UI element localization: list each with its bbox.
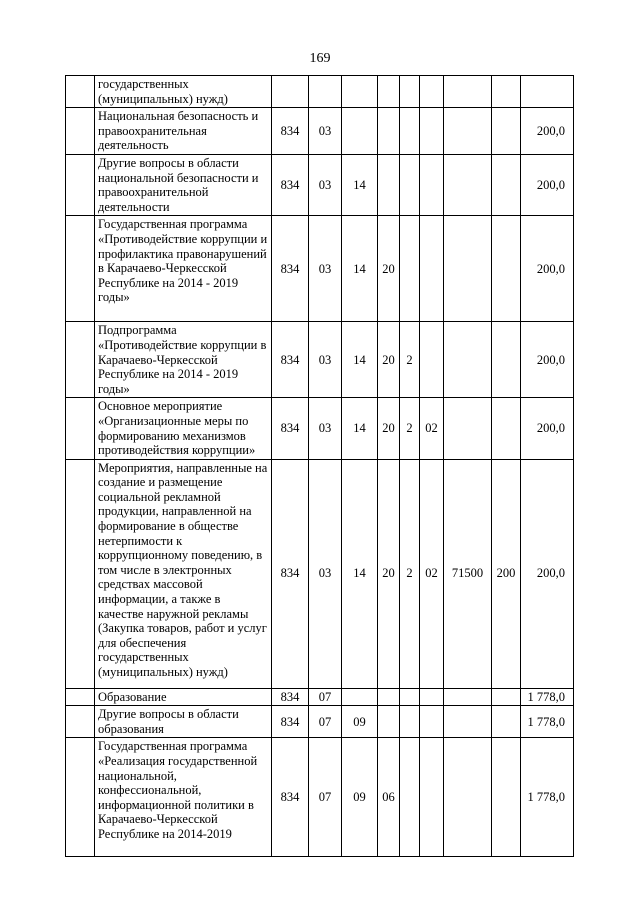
- expense-type-code: [492, 154, 521, 215]
- item-name: Образование: [95, 688, 272, 706]
- ministry-code: 834: [272, 154, 309, 215]
- table-row: [66, 688, 574, 706]
- subsection-code: 14: [342, 322, 378, 398]
- table-row: [66, 706, 574, 738]
- row-number-cell: [66, 688, 95, 706]
- item-name: Другие вопросы в области национальной безопасности и правоохранительной деятельности: [95, 154, 272, 215]
- ministry-code: 834: [272, 216, 309, 322]
- row-number-cell: [66, 459, 95, 688]
- main-event-code: [420, 738, 444, 857]
- main-event-code: 02: [420, 459, 444, 688]
- program-code: 20: [378, 398, 400, 459]
- subprogram-code: [400, 154, 420, 215]
- row-number-cell: [66, 398, 95, 459]
- item-name: Основное мероприятие «Организационные меры по формированию механизмов противодействия коррупции»: [95, 398, 272, 459]
- subprogram-code: [400, 76, 420, 108]
- item-name: Государственная программа «Противодействие коррупции и профилактика правонарушений в Карачаево-Черкесской Республике на 2014 - 2019 годы»: [95, 216, 272, 322]
- main-event-code: [420, 322, 444, 398]
- ministry-code: [272, 76, 309, 108]
- direction-code: [444, 76, 492, 108]
- amount: [521, 76, 574, 108]
- expense-type-code: [492, 108, 521, 155]
- section-code: 07: [309, 706, 342, 738]
- item-name: Национальная безопасность и правоохранительная деятельность: [95, 108, 272, 155]
- main-event-code: 02: [420, 398, 444, 459]
- direction-code: [444, 154, 492, 215]
- expense-type-code: 200: [492, 459, 521, 688]
- table-row: [66, 216, 574, 322]
- section-code: 03: [309, 216, 342, 322]
- item-name: государственных (муниципальных) нужд): [95, 76, 272, 108]
- subsection-code: 09: [342, 738, 378, 857]
- program-code: [378, 76, 400, 108]
- subsection-code: [342, 688, 378, 706]
- item-name: Другие вопросы в области образования: [95, 706, 272, 738]
- amount: 200,0: [521, 398, 574, 459]
- section-code: 07: [309, 738, 342, 857]
- row-number-cell: [66, 706, 95, 738]
- direction-code: [444, 216, 492, 322]
- subsection-code: [342, 76, 378, 108]
- subprogram-code: 2: [400, 322, 420, 398]
- table-row: [66, 398, 574, 459]
- direction-code: [444, 108, 492, 155]
- row-number-cell: [66, 154, 95, 215]
- section-code: 03: [309, 108, 342, 155]
- subprogram-code: 2: [400, 459, 420, 688]
- direction-code: [444, 688, 492, 706]
- subsection-code: 14: [342, 459, 378, 688]
- direction-code: 71500: [444, 459, 492, 688]
- program-code: [378, 706, 400, 738]
- amount: 200,0: [521, 108, 574, 155]
- amount: 200,0: [521, 459, 574, 688]
- budget-table: [65, 75, 574, 857]
- ministry-code: 834: [272, 459, 309, 688]
- ministry-code: 834: [272, 706, 309, 738]
- program-code: [378, 154, 400, 215]
- subsection-code: 14: [342, 398, 378, 459]
- expense-type-code: [492, 322, 521, 398]
- direction-code: [444, 706, 492, 738]
- item-name: Государственная программа «Реализация государственной национальной, конфессиональной, информационной политики в Карачаево-Черкесской Республике на 2014-2019: [95, 738, 272, 857]
- subprogram-code: [400, 216, 420, 322]
- section-code: 07: [309, 688, 342, 706]
- section-code: 03: [309, 398, 342, 459]
- main-event-code: [420, 688, 444, 706]
- program-code: [378, 108, 400, 155]
- subsection-code: 09: [342, 706, 378, 738]
- ministry-code: 834: [272, 738, 309, 857]
- table-row: [66, 108, 574, 155]
- main-event-code: [420, 154, 444, 215]
- subprogram-code: [400, 706, 420, 738]
- amount: 1 778,0: [521, 688, 574, 706]
- row-number-cell: [66, 108, 95, 155]
- direction-code: [444, 322, 492, 398]
- main-event-code: [420, 706, 444, 738]
- section-code: 03: [309, 459, 342, 688]
- subprogram-code: 2: [400, 398, 420, 459]
- main-event-code: [420, 108, 444, 155]
- ministry-code: 834: [272, 688, 309, 706]
- row-number-cell: [66, 216, 95, 322]
- section-code: [309, 76, 342, 108]
- expense-type-code: [492, 738, 521, 857]
- subprogram-code: [400, 738, 420, 857]
- page-number: 169: [309, 51, 331, 66]
- main-event-code: [420, 216, 444, 322]
- expense-type-code: [492, 688, 521, 706]
- table-row: [66, 154, 574, 215]
- subprogram-code: [400, 688, 420, 706]
- row-number-cell: [66, 76, 95, 108]
- row-number-cell: [66, 322, 95, 398]
- program-code: 20: [378, 459, 400, 688]
- amount: 200,0: [521, 154, 574, 215]
- table-row: [66, 459, 574, 688]
- expense-type-code: [492, 398, 521, 459]
- amount: 1 778,0: [521, 738, 574, 857]
- section-code: 03: [309, 154, 342, 215]
- item-name: Подпрограмма «Противодействие коррупции в Карачаево-Черкесской Республике на 2014 - 2019 годы»: [95, 322, 272, 398]
- direction-code: [444, 738, 492, 857]
- table-row: [66, 738, 574, 857]
- subsection-code: 14: [342, 154, 378, 215]
- main-event-code: [420, 76, 444, 108]
- program-code: 06: [378, 738, 400, 857]
- expense-type-code: [492, 216, 521, 322]
- section-code: 03: [309, 322, 342, 398]
- program-code: 20: [378, 322, 400, 398]
- subprogram-code: [400, 108, 420, 155]
- amount: 200,0: [521, 216, 574, 322]
- expense-type-code: [492, 706, 521, 738]
- ministry-code: 834: [272, 108, 309, 155]
- ministry-code: 834: [272, 398, 309, 459]
- ministry-code: 834: [272, 322, 309, 398]
- program-code: 20: [378, 216, 400, 322]
- subsection-code: 14: [342, 216, 378, 322]
- item-name: Мероприятия, направленные на создание и размещение социальной рекламной продукции, направленной на формирование в обществе нетерпимости к коррупционному поведению, в том числе в электронных средствах массовой информации, а также в качестве наружной рекламы (Закупка товаров, работ и услуг для обеспечения государственных (муниципальных) нужд): [95, 459, 272, 688]
- table-row: [66, 76, 574, 108]
- subsection-code: [342, 108, 378, 155]
- amount: 200,0: [521, 322, 574, 398]
- expense-type-code: [492, 76, 521, 108]
- amount: 1 778,0: [521, 706, 574, 738]
- row-number-cell: [66, 738, 95, 857]
- program-code: [378, 688, 400, 706]
- direction-code: [444, 398, 492, 459]
- table-row: [66, 322, 574, 398]
